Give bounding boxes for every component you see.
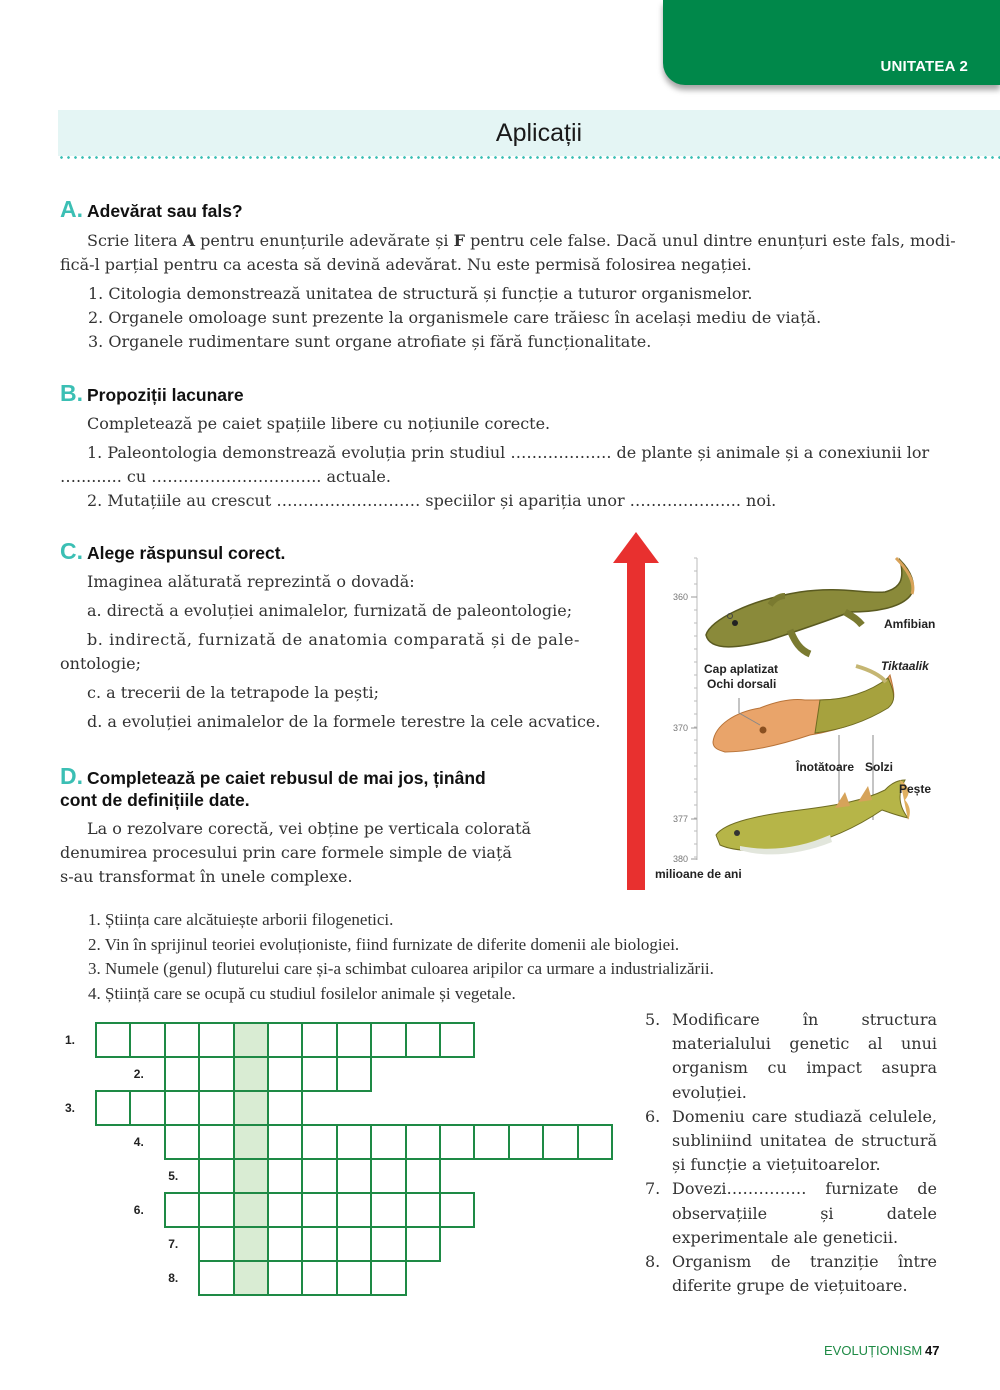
crossword-cell[interactable]: [198, 1260, 234, 1296]
crossword-cell[interactable]: [370, 1022, 406, 1058]
option-a: a. directă a evoluției animalelor, furnizată de paleontologie;: [87, 601, 573, 620]
page-title: Aplicații: [495, 119, 583, 147]
unit-tab: [663, 0, 1000, 85]
label-inotatoare: Înotătoare: [796, 760, 855, 774]
crossword-cell[interactable]: [129, 1022, 165, 1058]
crossword-cell[interactable]: [439, 1192, 475, 1228]
tick-label: 380: [672, 854, 688, 864]
crossword-cell[interactable]: [198, 1226, 234, 1262]
section-letter: D.: [60, 763, 83, 789]
fill-in-1-line1: 1. Paleontologia demonstrează evoluția prin studiul ………………. de plante și animale și a conexiunii lor: [87, 443, 930, 462]
clues-right-list: [645, 1008, 937, 1298]
bold-letter-f: F: [453, 231, 465, 250]
fill-in-1-line2: …......... cu ………………………….. actuale.: [60, 467, 391, 486]
amphibian-illustration: [706, 558, 913, 654]
crossword-cell[interactable]: [336, 1226, 372, 1262]
crossword-cell[interactable]: [129, 1090, 165, 1126]
crossword-cell[interactable]: [405, 1124, 441, 1160]
crossword-cell[interactable]: [267, 1022, 303, 1058]
crossword-row-number: 2.: [133, 1067, 144, 1081]
crossword-row-number: 5.: [168, 1169, 179, 1183]
clues-left-list: [88, 908, 714, 1006]
statement-2: 2. Organele omoloage sunt prezente la organismele care trăiesc în același mediu de viață.: [88, 308, 822, 327]
crossword-cell[interactable]: [267, 1158, 303, 1194]
clue-text: Modificare în structura materialului genetic al unui organism cu impact asupra evoluției.: [672, 1010, 937, 1102]
clue-1: 1. Știința care alcătuiește arborii filogenetici.: [88, 910, 394, 929]
crossword-cell[interactable]: [301, 1022, 337, 1058]
clue-number: 5.: [645, 1010, 661, 1029]
section-d-paragraph-line3: s-au transformat în unele complexe.: [60, 867, 353, 886]
label-peste: Pește: [899, 782, 932, 796]
text: Scrie litera: [87, 231, 183, 250]
section-d-paragraph-line1: La o rezolvare corectă, vei obține pe verticala colorată: [87, 819, 532, 838]
text: pentru cele false. Dacă unul dintre enunțuri este fals, modi-: [464, 231, 956, 250]
crossword-cell[interactable]: [439, 1124, 475, 1160]
crossword-cell[interactable]: [439, 1022, 475, 1058]
section-letter: A.: [60, 196, 83, 222]
crossword-cell[interactable]: [336, 1022, 372, 1058]
crossword-cell[interactable]: [198, 1192, 234, 1228]
clue-number: 8.: [645, 1252, 661, 1272]
statement-3: 3. Organele rudimentare sunt organe atrofiate și fără funcționalitate.: [88, 332, 652, 351]
tick-label: 370: [672, 723, 688, 733]
crossword-cell[interactable]: [267, 1226, 303, 1262]
label-cap-aplatizat: Cap aplatizat: [704, 662, 779, 676]
crossword-cell[interactable]: [267, 1056, 303, 1092]
crossword-cell[interactable]: [267, 1192, 303, 1228]
clue-7: [645, 1177, 937, 1250]
crossword-cell[interactable]: [164, 1056, 200, 1092]
crossword-row-number: 3.: [65, 1101, 76, 1115]
crossword-row-number: 7.: [168, 1237, 179, 1251]
crossword-cell[interactable]: [198, 1090, 234, 1126]
option-b-line2: ontologie;: [60, 654, 141, 673]
crossword-cell[interactable]: [370, 1124, 406, 1160]
tick-label: 377: [672, 814, 688, 824]
section-b-heading: [60, 382, 244, 406]
clue-4: 4. Știință care se ocupă cu studiul fosilelor animale și vegetale.: [88, 983, 516, 1003]
tick-label: 360: [672, 592, 688, 602]
crossword-cell[interactable]: [198, 1022, 234, 1058]
clue-text: Dovezi…………… furnizate de observațiile și datele experimentale ale geneticii.: [672, 1179, 937, 1247]
crossword-cell-highlighted[interactable]: [233, 1090, 269, 1126]
clue-3: 3. Numele (genul) fluturelui care și-a schimbat culoarea aripilor ca urmare a industrializării.: [88, 959, 714, 978]
section-c-heading: [60, 540, 285, 564]
section-title: Adevărat sau fals?: [87, 201, 243, 221]
clue-8: [645, 1250, 937, 1298]
crossword-cell[interactable]: [370, 1260, 406, 1296]
fish-illustration: [716, 780, 910, 854]
option-b-line1: b. indirectă, furnizată de anatomia comparată și de pale-: [87, 630, 581, 649]
section-letter: B.: [60, 380, 83, 406]
section-d-heading: [60, 765, 486, 789]
section-letter: C.: [60, 538, 83, 564]
axis-label: milioane de ani: [655, 867, 742, 881]
unit-label: UNITATEA 2: [880, 58, 968, 75]
clue-2: 2. Vin în sprijinul teoriei evoluționiste, fiind furnizate de diferite domenii ale biologiei.: [88, 934, 680, 954]
crossword-cell[interactable]: [405, 1158, 441, 1194]
crossword-cell[interactable]: [95, 1090, 131, 1126]
crossword-row-number: 8.: [168, 1271, 179, 1285]
section-a-heading: [60, 198, 243, 222]
clue-text: Organism de tranziție între diferite grupe de viețuitoare.: [672, 1252, 937, 1296]
crossword-cell[interactable]: [370, 1192, 406, 1228]
page-number: 47: [925, 1343, 940, 1358]
clue-text: Domeniu care studiază celulele, subliniind unitatea de structură și funcție a viețuitoarelor.: [672, 1106, 937, 1175]
section-a-instruction: [87, 229, 956, 253]
crossword-cell[interactable]: [370, 1226, 406, 1262]
crossword-cell[interactable]: [164, 1090, 200, 1126]
crossword-cell[interactable]: [198, 1056, 234, 1092]
section-title: Completează pe caiet rebusul de mai jos, ținând: [87, 768, 486, 788]
section-d-paragraph-line2: denumirea procesului prin care formele simple de viață: [60, 843, 512, 862]
time-axis: [673, 558, 697, 864]
crossword-cell[interactable]: [301, 1056, 337, 1092]
section-title: Propoziții lacunare: [87, 385, 244, 405]
crossword-cell[interactable]: [336, 1056, 372, 1092]
section-title: Alege răspunsul corect.: [87, 543, 286, 563]
crossword-cell[interactable]: [370, 1158, 406, 1194]
crossword-cell[interactable]: [164, 1192, 200, 1228]
fill-in-2: 2. Mutațiile au crescut ……………………… speciilor și apariția unor …………….….. noi.: [87, 491, 777, 510]
crossword-cell[interactable]: [95, 1022, 131, 1058]
crossword-cell[interactable]: [542, 1124, 578, 1160]
crossword-cell[interactable]: [301, 1192, 337, 1228]
crossword-cell[interactable]: [267, 1260, 303, 1296]
crossword-cell-highlighted[interactable]: [233, 1158, 269, 1194]
section-a-instruction-line2: fică-l parțial pentru ca acesta să devină adevărat. Nu este permisă folosirea negației.: [60, 255, 752, 274]
crossword-cell[interactable]: [336, 1158, 372, 1194]
title-bar: [58, 110, 1000, 156]
label-tiktaalik: Tiktaalik: [881, 659, 929, 673]
crossword-cell[interactable]: [198, 1158, 234, 1194]
label-solzi: Solzi: [865, 760, 894, 774]
crossword-cell[interactable]: [301, 1158, 337, 1194]
clue-number: 7.: [645, 1179, 661, 1199]
crossword-row-number: 6.: [133, 1203, 144, 1217]
text: pentru enunțurile adevărate și: [195, 231, 454, 250]
crossword-cell[interactable]: [301, 1124, 337, 1160]
option-c: c. a trecerii de la tetrapode la pești;: [87, 683, 380, 702]
crossword-cell[interactable]: [198, 1124, 234, 1160]
crossword-cell[interactable]: [508, 1124, 544, 1160]
crossword-cell[interactable]: [473, 1124, 509, 1160]
crossword-row-number: 1.: [65, 1033, 76, 1047]
crossword-cell-highlighted[interactable]: [233, 1226, 269, 1262]
crossword-cell[interactable]: [336, 1260, 372, 1296]
crossword-row-number: 4.: [133, 1135, 144, 1149]
label-ochi-dorsali: Ochi dorsali: [707, 677, 777, 691]
crossword-cell[interactable]: [301, 1226, 337, 1262]
section-d-heading-line2: cont de definițiile date.: [60, 790, 250, 810]
clue-number: 6.: [645, 1106, 661, 1126]
label-amfibian: Amfibian: [884, 617, 936, 631]
clue-6: [645, 1105, 937, 1178]
bold-letter-a: A: [182, 231, 196, 250]
crossword-cell-highlighted[interactable]: [233, 1022, 269, 1058]
crossword-cell[interactable]: [405, 1192, 441, 1228]
clue-5: [645, 1008, 937, 1105]
option-d: d. a evoluției animalelor de la formele terestre la cele acvatice.: [87, 712, 601, 731]
section-c-instruction: Imaginea alăturată reprezintă o dovadă:: [87, 572, 415, 591]
crossword-cell[interactable]: [164, 1124, 200, 1160]
section-b-instruction: Completează pe caiet spațiile libere cu noțiunile corecte.: [87, 414, 551, 433]
time-arrow-icon: [613, 532, 659, 890]
statement-1: 1. Citologia demonstrează unitatea de structură și funcție a tuturor organismelor.: [88, 284, 753, 303]
crossword-cell[interactable]: [405, 1226, 441, 1262]
crossword-cell[interactable]: [336, 1124, 372, 1160]
evolution-figure: [600, 530, 960, 890]
dotted-divider: [58, 156, 1000, 159]
crossword-cell[interactable]: [164, 1022, 200, 1058]
crossword-cell[interactable]: [267, 1090, 303, 1126]
crossword-cell[interactable]: [301, 1260, 337, 1296]
crossword-cell-highlighted[interactable]: [233, 1260, 269, 1296]
crossword-cell[interactable]: [336, 1192, 372, 1228]
crossword-cell-highlighted[interactable]: [233, 1124, 269, 1160]
footer-chapter: EVOLUȚIONISM: [824, 1343, 923, 1358]
crossword-cell[interactable]: [577, 1124, 613, 1160]
crossword-cell-highlighted[interactable]: [233, 1192, 269, 1228]
crossword-cell[interactable]: [267, 1124, 303, 1160]
crossword-cell-highlighted[interactable]: [233, 1056, 269, 1092]
crossword-cell[interactable]: [405, 1022, 441, 1058]
